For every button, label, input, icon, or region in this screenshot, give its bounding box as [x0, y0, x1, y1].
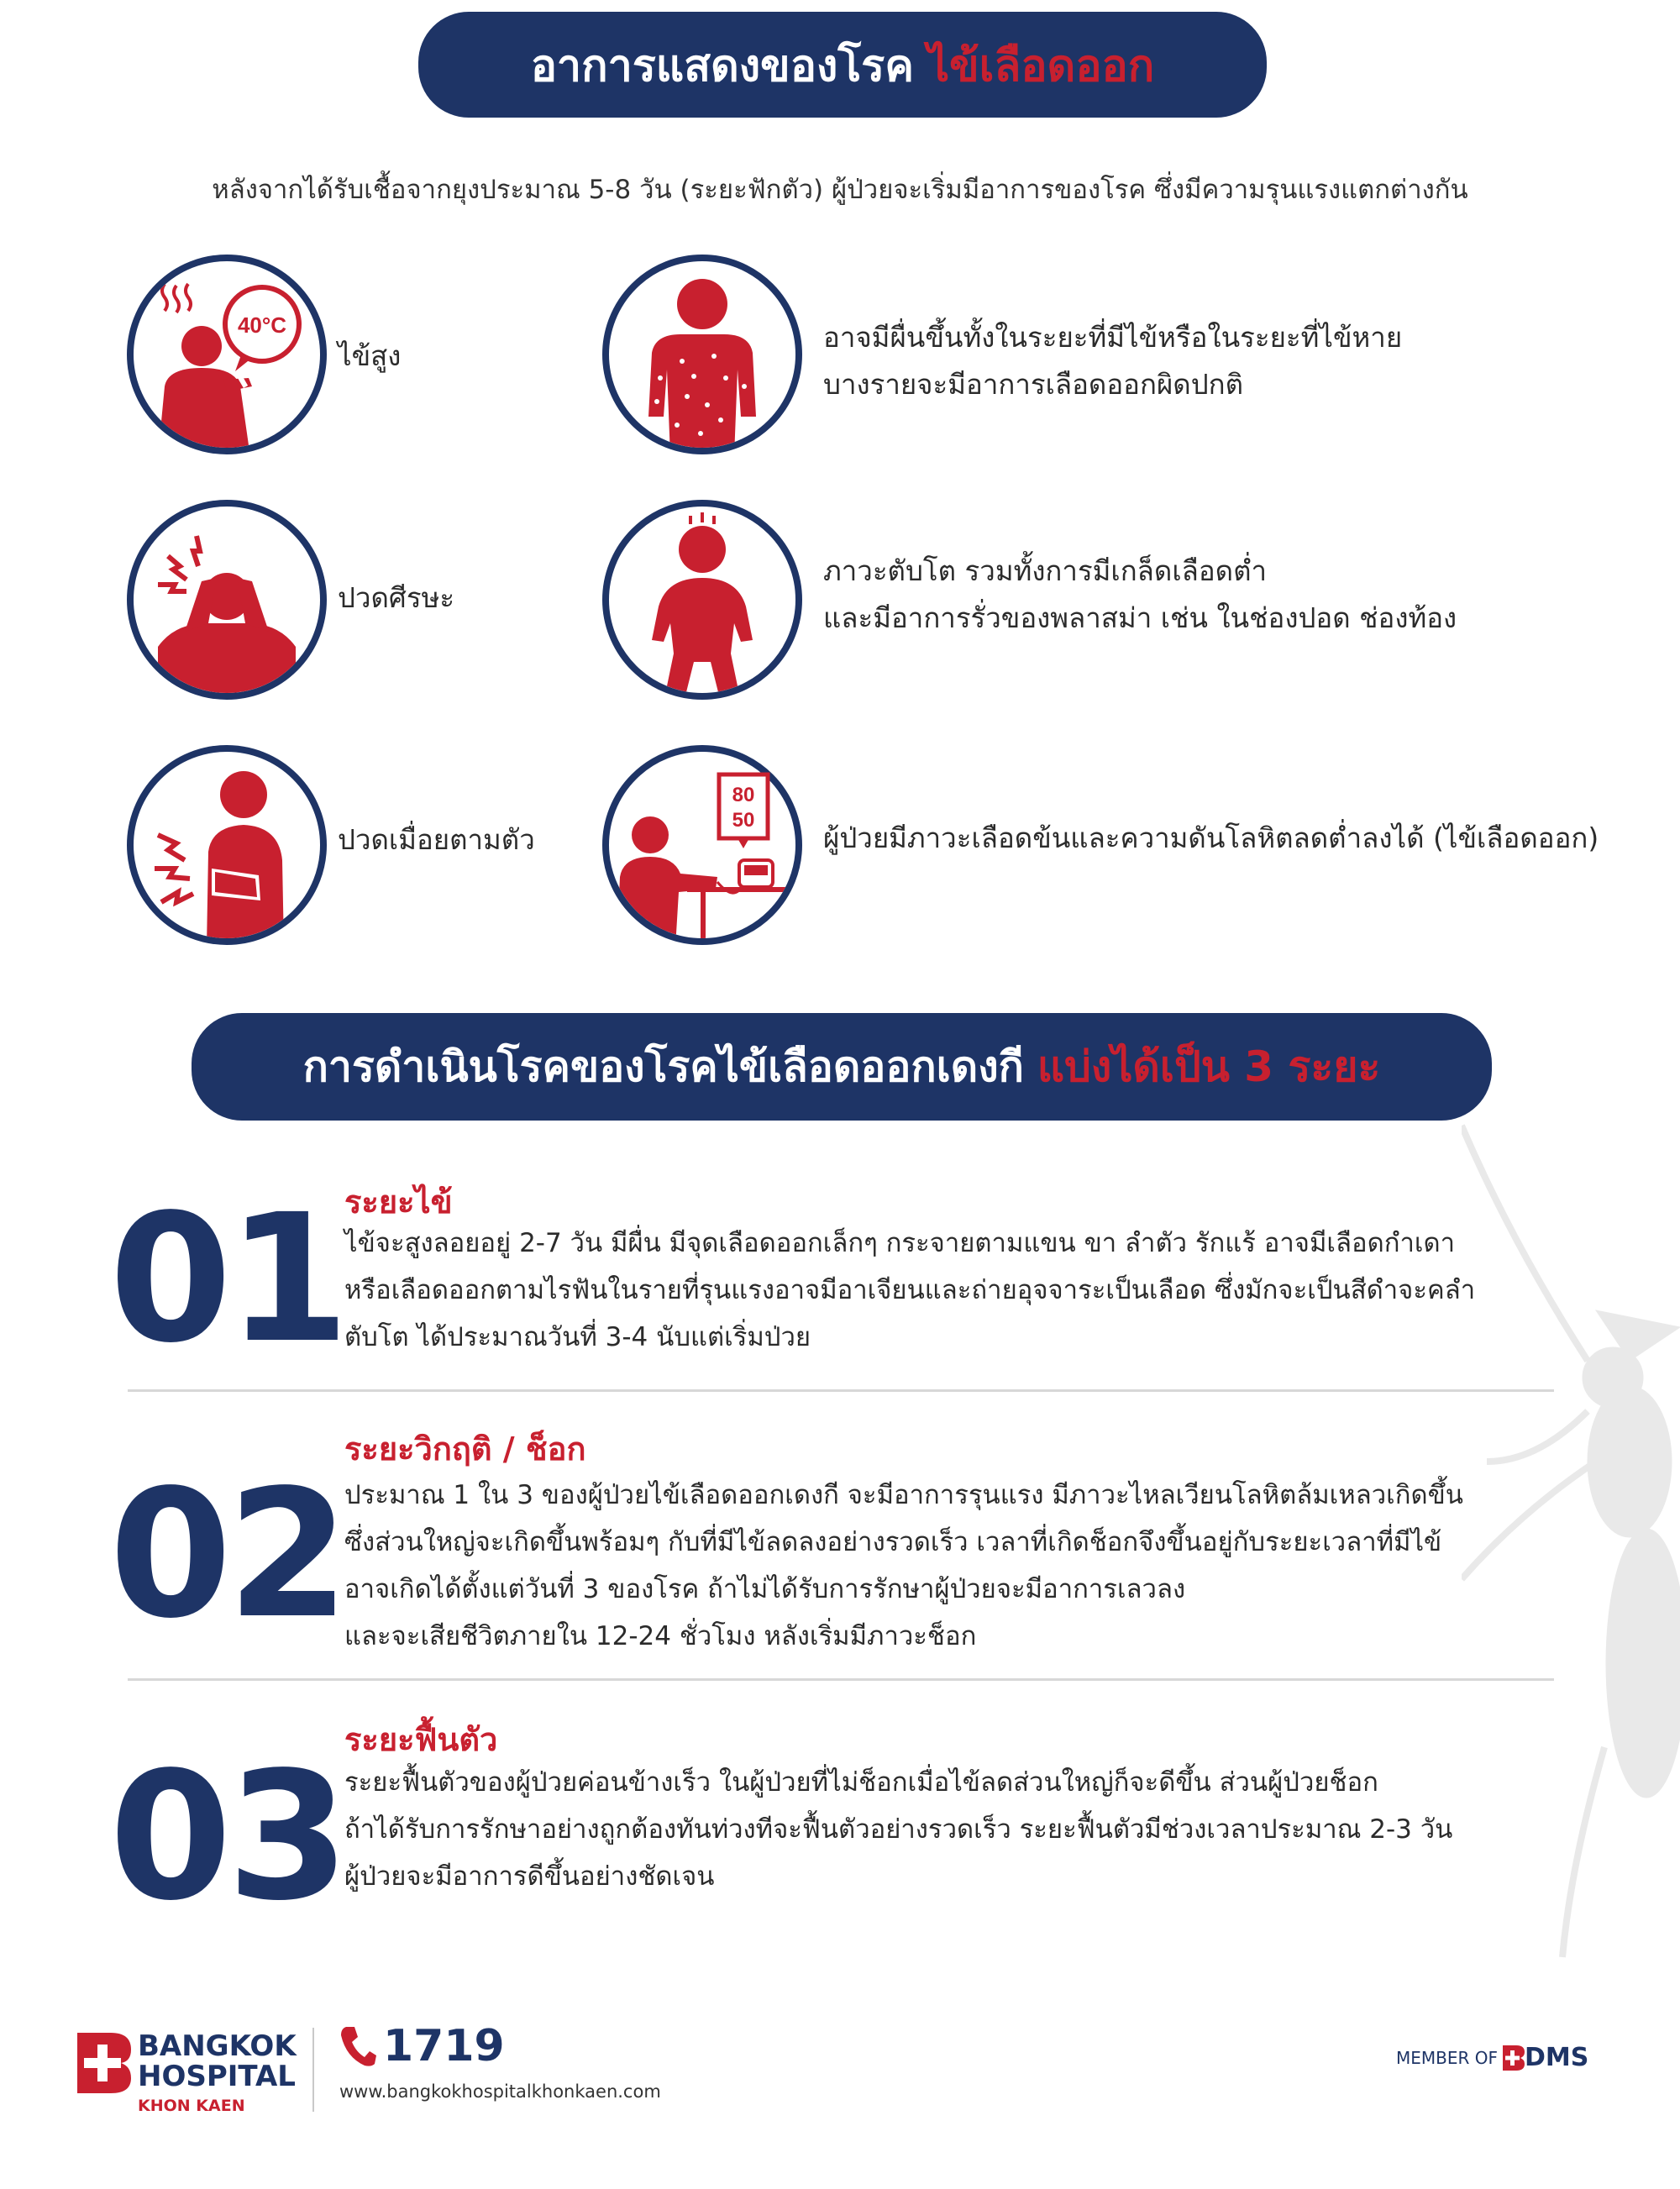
symptom-label-headache: ปวดศีรษะ	[338, 581, 455, 614]
headache-icon	[124, 497, 329, 702]
fever-badge: 40°C	[237, 312, 287, 338]
phone-icon	[339, 2025, 376, 2067]
symptoms-title-banner	[418, 12, 1267, 118]
bp-diastolic: 50	[732, 809, 755, 832]
member-of-bdms	[1396, 2043, 1588, 2072]
symptom-text-blood-pressure: ผู้ป่วยมีภาวะเลือดข้นและความดันโลหิตลดต่ำลงได้ (ไข้เลือดออก)	[823, 822, 1599, 854]
symptom-text-liver: ภาวะตับโต รวมทั้งการมีเกล็ดเลือดต่ำ และมีอาการรั่วของพลาสม่า เช่น ในช่องปอด ช่องท้อง	[823, 554, 1457, 634]
footer-separator	[312, 2028, 314, 2112]
stage-divider-1	[128, 1389, 1554, 1392]
stage-heading-1: ระยะไข้	[344, 1184, 453, 1220]
bdms-b-icon	[1503, 2045, 1525, 2071]
bdms-text: DMS	[1525, 2043, 1589, 2072]
symptoms-title-main: อาการแสดงของโรค	[530, 40, 914, 92]
fever-icon	[124, 252, 329, 457]
stage-body-3: ระยะฟื้นตัวของผู้ป่วยค่อนข้างเร็ว ในผู้ป่วยที่ไม่ช็อกเมื่อไข้ลดส่วนใหญ่ก็จะดีขึ้น ส่วนผู้ป่วยช็อก ถ้าได้รับการรักษาอย่างถูกต้องทันท่วงทีจะฟื้นตัวอย่างรวดเร็ว ระยะฟื้นตัวมีช่วงเวลาประมาณ 2-3 วัน ผู้ป่วยจะมีอาการดีขึ้นอย่างชัดเจน	[344, 1767, 1453, 1892]
stages-title-main: การดำเนินโรคของโรคไข้เลือดออกเดงกี	[302, 1042, 1024, 1091]
body-ache-icon	[124, 743, 329, 948]
hospital-cross-icon	[77, 2033, 131, 2093]
symptom-label-body-ache: ปวดเมื่อยตามตัว	[338, 823, 535, 856]
website-link[interactable]: www.bangkokhospitalkhonkaen.com	[339, 2081, 661, 2102]
hotline-number: 1719	[383, 2021, 505, 2071]
symptom-text-rash: อาจมีผื่นขึ้นทั้งในระยะที่มีไข้หรือในระยะที่ไข้หาย บางรายจะมีอาการเลือดออกผิดปกติ	[823, 321, 1403, 401]
stage-number-2: 02	[109, 1451, 345, 1657]
stages-title-accent: แบ่งได้เป็น 3 ระยะ	[1037, 1042, 1381, 1091]
symptoms-title-accent: ไข้เลือดออก	[927, 40, 1155, 92]
logo-line-1: BANGKOK	[138, 2029, 297, 2063]
hotline[interactable]	[339, 2021, 505, 2071]
rash-icon	[600, 252, 805, 457]
stage-body-1: ไข้จะสูงลอยอยู่ 2-7 วัน มีผื่น มีจุดเลือดออกเล็กๆ กระจายตามแขน ขา ลำตัว รักแร้ อาจมีเลือดกำเดา หรือเลือดออกตามไรฟันในรายที่รุนแรงอาจมีอาเจียนและถ่ายอุจจาระเป็นเลือด ซึ่งมักจะเป็นสีดำจะคลำ ตับโต ได้ประมาณวันที่ 3-4 นับแต่เริ่มป่วย	[344, 1228, 1476, 1352]
logo-line-2: HOSPITAL	[138, 2060, 296, 2093]
bp-systolic: 80	[732, 784, 755, 806]
stage-divider-2	[128, 1678, 1554, 1681]
fatigue-icon	[600, 497, 805, 702]
logo-line-3: KHON KAEN	[138, 2097, 245, 2115]
stages-title-banner	[192, 1013, 1492, 1121]
member-of-label: MEMBER OF	[1396, 2047, 1499, 2068]
stage-number-1: 01	[109, 1176, 345, 1382]
symptom-label-fever: ไข้สูง	[338, 339, 402, 372]
bdms-logo	[1503, 2043, 1588, 2072]
bangkok-hospital-logo	[77, 2029, 296, 2122]
blood-pressure-icon	[600, 743, 805, 948]
mosquito-watermark-icon	[1462, 1109, 1680, 1974]
stage-body-2: ประมาณ 1 ใน 3 ของผู้ป่วยไข้เลือดออกเดงกี จะมีอาการรุนแรง มีภาวะไหลเวียนโลหิตล้มเหลวเกิดขึ้น ซึ่งส่วนใหญ่จะเกิดขึ้นพร้อมๆ กับที่มีไข้ลดลงอย่างรวดเร็ว เวลาที่เกิดช็อกจึงขึ้นอยู่กับระยะเวลาที่มีไข้ อาจเกิดได้ตั้งแต่วันที่ 3 ของโรค ถ้าไม่ได้รับการรักษาผู้ป่วยจะมีอาการเลวลง และจะเสียชีวิตภายใน 12-24 ชั่วโมง หลังเริ่มมีภาวะช็อก	[344, 1480, 1463, 1651]
stage-number-3: 03	[109, 1734, 345, 1940]
stage-heading-2: ระยะวิกฤติ / ช็อก	[344, 1430, 586, 1467]
stage-heading-3: ระยะฟื้นตัว	[344, 1721, 498, 1758]
symptoms-intro: หลังจากได้รับเชื้อจากยุงประมาณ 5-8 วัน (ระยะฟักตัว) ผู้ป่วยจะเริ่มมีอาการของโรค ซึ่งมีความรุนแรงแตกต่างกัน	[212, 175, 1468, 205]
